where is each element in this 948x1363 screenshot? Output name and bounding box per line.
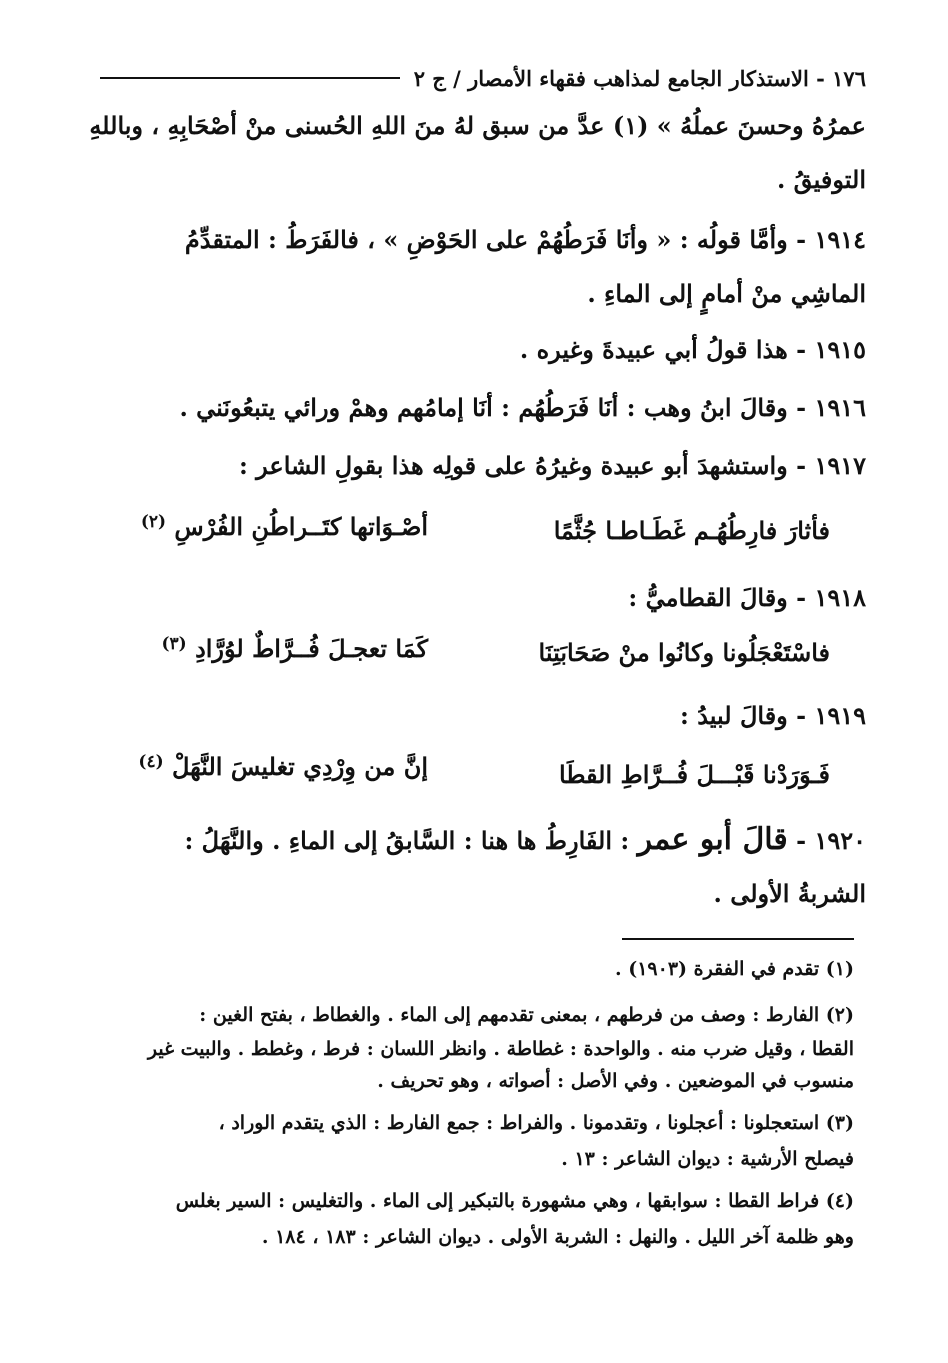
paragraph-1920-cont: الشربةُ الأولى .	[713, 879, 866, 908]
verse-1-first-hemistich: فأثارَ فارِطُهُـم غَطَـاطـا جُثَّمًا	[553, 516, 830, 545]
footnote-2-cont: القطا ، وقيل ضرب منه . والواحدة : غطاطة . وانظر اللسان : فرط ، وغطط . والبيت غير	[147, 1038, 854, 1060]
footnote-ref-2: (٢)	[140, 512, 167, 532]
body-line: التوفيقُ .	[776, 165, 866, 194]
paragraph-1920-number: ١٩٢٠ -	[796, 826, 866, 855]
paragraph-1914: ١٩١٤ - وأمَّا قولُه : « وأنَا فَرَطُهُمْ على الحَوْضِ » ، فالفَرَطُ : المتقدِّمُ	[184, 225, 866, 254]
body-line: عمرُهُ وحسنَ عملُهُ » (١) عدَّ من سبق لهُ منَ اللهِ الحُسنى منْ أصْحَابِهِ ، وباللهِ	[89, 111, 866, 140]
verse-1-second-hemistich	[141, 512, 428, 541]
verse-3-second-hemistich	[138, 752, 428, 781]
paragraph-1915: ١٩١٥ - هذا قولُ أبي عبيدةَ وغيره .	[519, 335, 866, 364]
footnote-2: (٢) الفارط : وصف من فرطهم ، بمعنى تقدمهم إلى الماء . والغطاط ، بفتح الغين :	[199, 1004, 854, 1026]
verse-2-first-hemistich: فاسْتَعْجَلُونا وكانُوا منْ صَحَابَتِنَا	[538, 638, 830, 667]
paragraph-1920	[184, 822, 866, 858]
header-rule	[100, 77, 400, 79]
footnote-2-cont: منسوب في الموضعين . وفي الأصل : أصواته ، وهو تحريف .	[377, 1070, 854, 1092]
footnote-4: (٤) فراط القطا : سوابقها ، وهي مشهورة بالتبكير إلى الماء . والتغليس : السير بغلس	[175, 1190, 854, 1212]
footnote-ref-4: (٤)	[138, 752, 164, 772]
footnote-3: (٣) استعجلونا : أعجلونا ، وتقدمونا . والفراط : جمع الفارط : الذي يتقدم الوراد ،	[218, 1112, 854, 1134]
verse-2-second-hemistich	[161, 634, 428, 663]
paragraph-1920-speaker: قالَ أبو عمر	[637, 822, 788, 857]
verse-3-first-hemistich: فَـوَرَدْنا قَبْـــلَ فُــرَّاطِ القطَا	[559, 760, 830, 789]
paragraph-1918: ١٩١٨ - وقالَ القطاميُّ :	[628, 583, 866, 612]
footnote-ref-3: (٣)	[161, 634, 187, 654]
paragraph-1914-cont: الماشِي منْ أمامٍ إلى الماءِ .	[587, 279, 866, 308]
verse-2-second-text: كَمَا تعجـلَ فُــرَّاطٌ لوُرَّادِ	[195, 634, 428, 663]
paragraph-1917: ١٩١٧ - واستشهدَ أبو عبيدة وغيرُهُ على قولِه هذا بقولِ الشاعر :	[238, 451, 866, 480]
footnote-1: (١) تقدم في الفقرة (١٩٠٣) .	[614, 958, 854, 980]
paragraph-1919: ١٩١٩ - وقالَ لبيدُ :	[679, 701, 866, 730]
footnote-4-cont: وهو ظلمة آخر الليل . والنهل : الشربة الأولى . ديوان الشاعر : ١٨٣ ، ١٨٤ .	[261, 1226, 854, 1248]
paragraph-1920-text: : الفَارِطُ ها هنا : السَّابقُ إلى الماءِ . والنَّهَلُ :	[184, 826, 630, 855]
header-text: ١٧٦ - الاستذكار الجامع لمذاهب فقهاء الأمصار / ج ٢	[413, 65, 866, 91]
verse-3-second-text: إنَّ من وِرْدِي تغليسَ النَّهَلْ	[172, 752, 428, 781]
footnote-3-cont: فيصلح الأرشية : ديوان الشاعر : ١٣ .	[561, 1148, 854, 1170]
paragraph-1916: ١٩١٦ - وقالَ ابنُ وهب : أنَا فَرَطُهُم : أنَا إمامُهم وهمْ ورائي يتبعُونَني .	[179, 393, 866, 422]
footnote-rule	[622, 938, 854, 940]
running-header	[100, 58, 866, 98]
verse-1-second-text: أصْـوَاتها كتَــراطُنِ الفُرْسِ	[174, 512, 428, 541]
